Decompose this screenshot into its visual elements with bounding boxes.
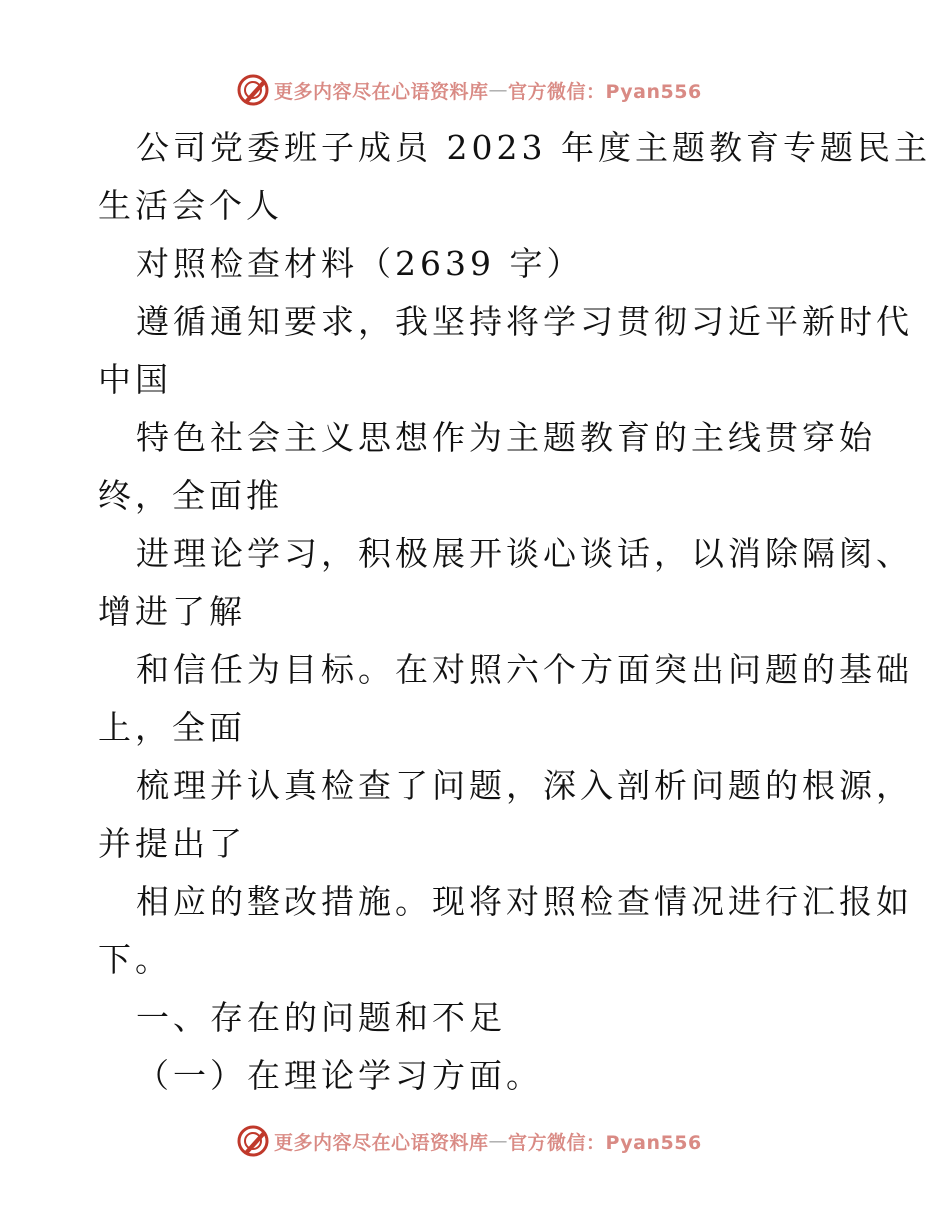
pen-logo-icon: [236, 1124, 270, 1158]
watermark-contact-text: 官方微信：Pyan556: [508, 1131, 702, 1154]
text-line: 相应的整改措施。现将对照检查情况进行汇报如: [136, 882, 913, 921]
watermark-dash: —: [488, 79, 509, 101]
text-line: 终，全面推: [98, 476, 283, 515]
text-line: 并提出了: [98, 824, 246, 863]
section-heading: 一、存在的问题和不足: [136, 998, 506, 1037]
text-line: 上，全面: [98, 708, 246, 747]
text-line: 下。: [98, 940, 172, 979]
watermark-contact-text: 官方微信：Pyan556: [508, 80, 702, 103]
text-line: 遵循通知要求，我坚持将学习贯彻习近平新时代: [136, 302, 913, 341]
text-line: 进理论学习，积极展开谈心谈话，以消除隔阂、: [136, 534, 913, 573]
text-line: 中国: [98, 360, 172, 399]
text-line: 和信任为目标。在对照六个方面突出问题的基础: [136, 650, 913, 689]
header-watermark: [236, 72, 702, 108]
text-line: 特色社会主义思想作为主题教育的主线贯穿始: [136, 418, 876, 457]
subsection-heading: （一）在理论学习方面。: [136, 1056, 543, 1095]
text-line: 梳理并认真检查了问题，深入剖析问题的根源，: [136, 766, 913, 805]
pen-logo-icon: [236, 73, 270, 107]
text-line: 生活会个人: [98, 186, 283, 225]
watermark-main-text: 更多内容尽在心语资料库: [274, 80, 489, 103]
watermark-dash: —: [488, 1130, 509, 1152]
text-line: 增进了解: [98, 592, 246, 631]
text-line: 对照检查材料（2639 字）: [136, 244, 584, 283]
footer-watermark: [236, 1123, 702, 1159]
text-line: 公司党委班子成员 2023 年度主题教育专题民主: [136, 128, 931, 167]
watermark-main-text: 更多内容尽在心语资料库: [274, 1131, 489, 1154]
document-body: [98, 119, 931, 1105]
